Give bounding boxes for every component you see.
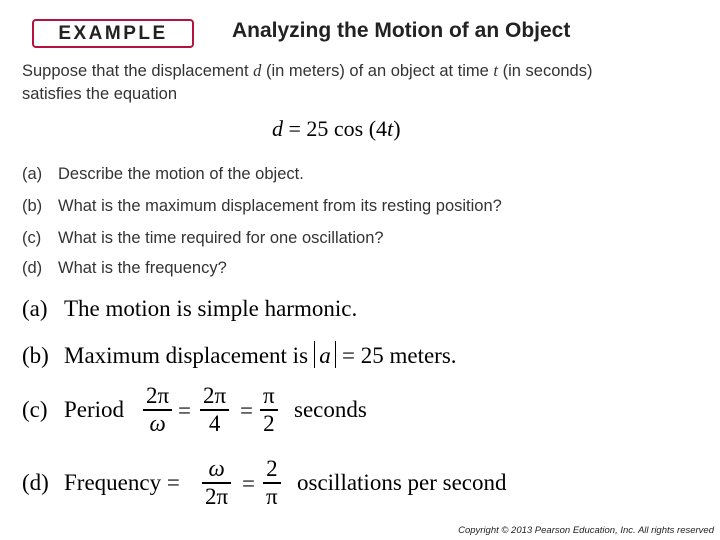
frequency-fraction-2: 2 π [263, 456, 281, 510]
problem-statement [22, 59, 592, 106]
var-t: t [493, 61, 499, 80]
var-d: d [253, 61, 262, 80]
var-a: a [319, 343, 331, 368]
answer-d-label: (d) Frequency = [22, 470, 180, 495]
answer-c-label: (c) Period [22, 397, 125, 422]
equals-sign: = [242, 471, 255, 496]
period-fraction-2: 2π 4 [200, 383, 229, 437]
copyright-notice: Copyright © 2013 Pearson Education, Inc. All rights reserved [458, 525, 714, 536]
answer-b: (b) Maximum displacement is a = 25 meters. [22, 343, 457, 368]
equals-sign: = [240, 398, 253, 423]
frequency-unit: oscillations per second [297, 470, 507, 495]
example-badge [32, 19, 194, 48]
displacement-equation: d = 25 cos (4t) [272, 116, 401, 141]
example-badge-label: EXAMPLE [58, 22, 168, 44]
statement-line-2: satisfies the equation [22, 85, 178, 103]
question-b: (b) What is the maximum displacement from its resting position? [22, 197, 502, 215]
question-d: (d) What is the frequency? [22, 259, 227, 277]
period-fraction-1: 2π ω [143, 383, 172, 437]
period-fraction-3: π 2 [260, 383, 278, 437]
answer-a: (a) The motion is simple harmonic. [22, 296, 358, 321]
question-c: (c) What is the time required for one oscillation? [22, 229, 384, 247]
statement-line-1: Suppose that the displacement d (in meters) of an object at time t (in seconds) [22, 61, 593, 80]
equals-sign: = [178, 398, 191, 423]
frequency-fraction-1: ω 2π [202, 456, 231, 510]
question-a: (a) Describe the motion of the object. [22, 165, 304, 183]
period-unit: seconds [294, 397, 367, 422]
page-title: Analyzing the Motion of an Object [232, 19, 571, 42]
